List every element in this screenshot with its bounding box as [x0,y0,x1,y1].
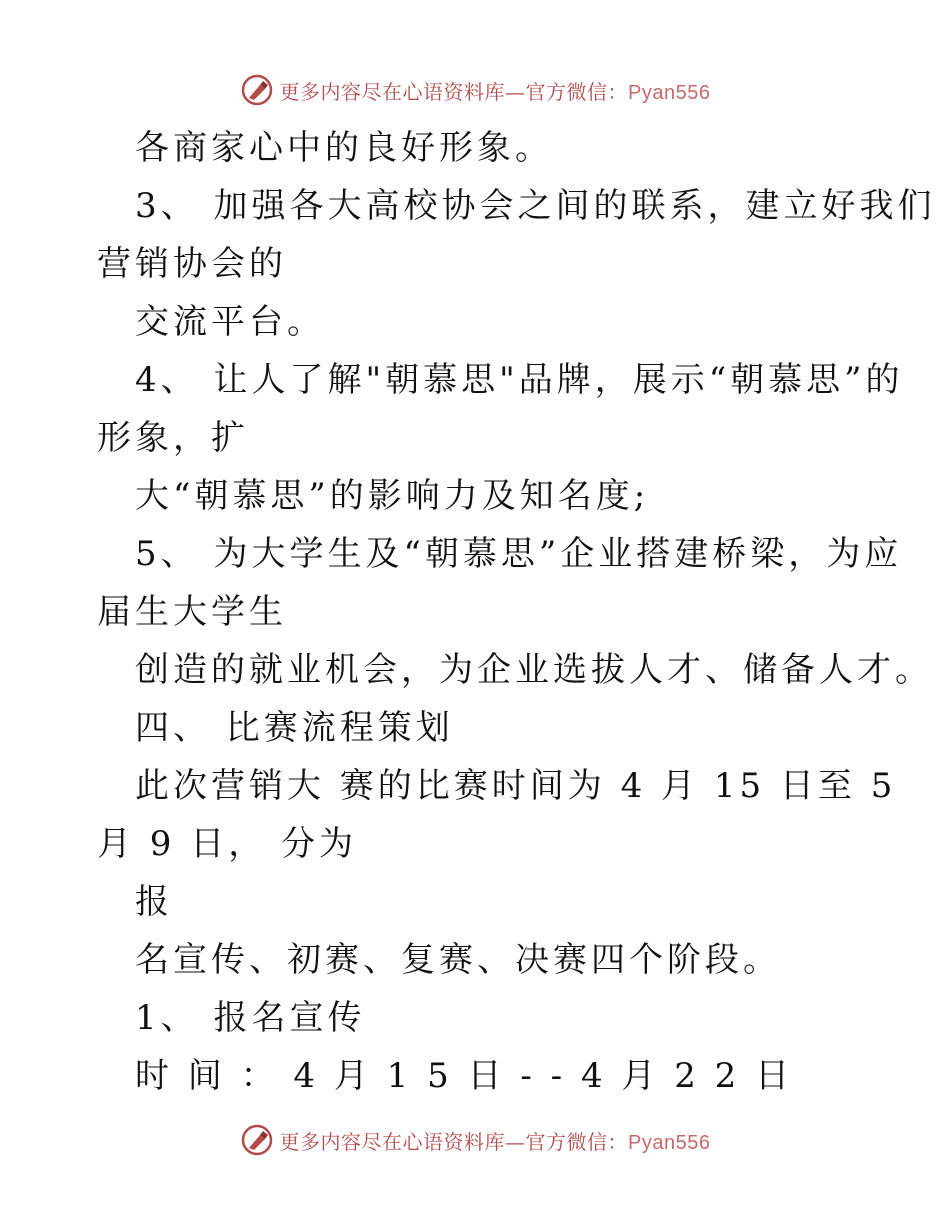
header-watermark [0,70,950,110]
paragraph-line: 各商家心中的良好形象。 [135,128,553,168]
paragraph-line: 月 9 日， 分为 [97,824,358,864]
subsection-heading: 1、 报名宣传 [135,998,366,1038]
paragraph-line: 此次营销大 赛的比赛时间为 4 月 15 日至 5 [135,766,897,806]
footer-watermark [0,1120,950,1160]
list-item-3-line: 3、 加强各大高校协会之间的联系，建立好我们 [135,186,936,226]
paragraph-line: 时 间 ： 4 月 1 5 日 - - 4 月 2 2 日 [135,1056,794,1096]
pen-nib-logo-icon [240,73,274,107]
watermark-text: 更多内容尽在心语资料库—官方微信：Pyan556 [279,1129,711,1154]
paragraph-line: 名宣传、初赛、复赛、决赛四个阶段。 [135,940,781,980]
watermark-text: 更多内容尽在心语资料库—官方微信：Pyan556 [279,79,711,104]
paragraph-line: 大“朝慕思”的影响力及知名度; [135,476,650,516]
list-item-4-line: 4、 让人了解"朝慕思"品牌，展示“朝慕思”的 [135,360,904,400]
list-item-5-line: 5、 为大学生及“朝慕思”企业搭建桥梁，为应 [135,534,903,574]
paragraph-line: 形象，扩 [97,418,249,458]
paragraph-line: 营销协会的 [97,244,287,284]
section-heading: 四、 比赛流程策划 [135,708,454,748]
paragraph-line: 报 [135,882,173,922]
paragraph-line: 交流平台。 [135,302,325,342]
paragraph-line: 创造的就业机会，为企业选拔人才、储备人才。 [135,650,933,690]
paragraph-line: 届生大学生 [97,592,287,632]
pen-nib-logo-icon [240,1123,274,1157]
